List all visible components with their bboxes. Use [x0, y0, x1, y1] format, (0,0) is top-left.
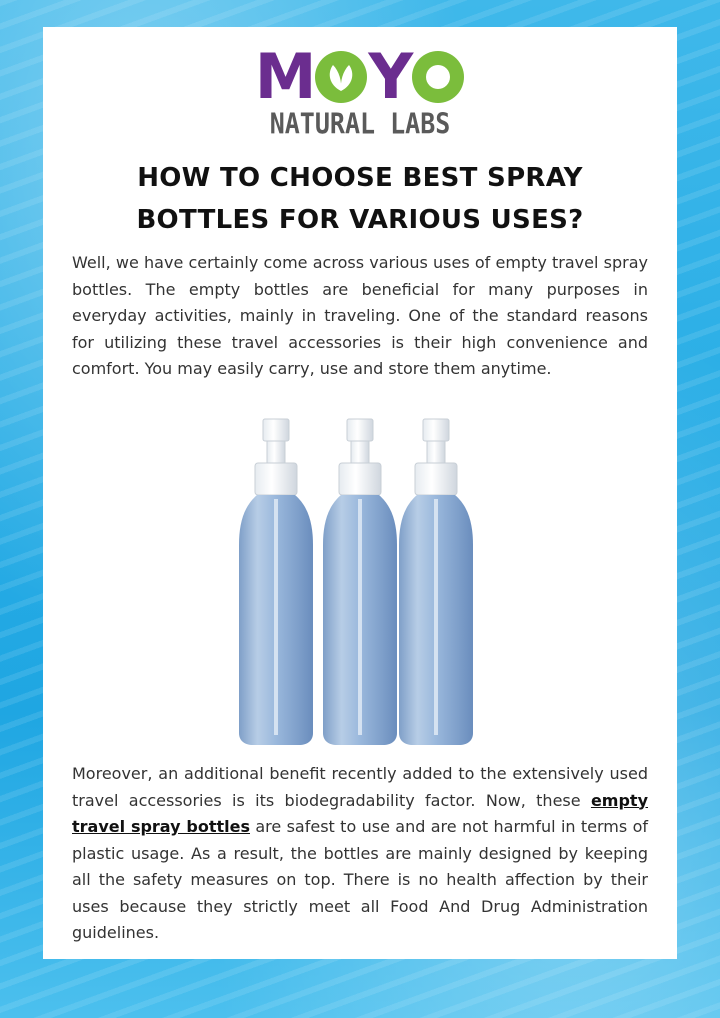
- page-title: [83, 157, 637, 241]
- content-card: [43, 27, 677, 959]
- logo-wordmark: [254, 40, 466, 113]
- logo-letter-y: Y: [368, 40, 412, 113]
- title-line-1: HOW TO CHOOSE BEST SPRAY: [137, 163, 583, 193]
- bottle-1: [239, 419, 313, 745]
- empty-travel-spray-bottles-link[interactable]: empty travel spray bottles: [72, 790, 648, 836]
- bottle-2: [323, 419, 397, 745]
- logo-subtitle: NATURAL LABS: [269, 106, 451, 141]
- brand-logo: [43, 40, 677, 141]
- title-line-2: BOTTLES FOR VARIOUS USES?: [136, 205, 584, 235]
- benefits-paragraph: [72, 761, 648, 947]
- intro-paragraph: Well, we have certainly come across various uses of empty travel spray bottles. The empty bottles are beneficial for many purposes in everyday activities, mainly in traveling. One of the standard reasons for utilizing these travel accessories is their high convenience and comfort. You may easily carry, use and store them anytime.: [72, 253, 648, 378]
- benefits-text-after: are safest to use and are not harmful in terms of plastic usage. As a result, the bottles are mainly designed by keeping all the safety measures on top. There is no health affection by their uses because they strictly meet all Food And Drug Administration guidelines.: [72, 817, 649, 942]
- ring-icon: [412, 51, 464, 103]
- bottle-3: [399, 419, 473, 745]
- logo-letter-m: M: [254, 40, 315, 113]
- spray-bottles-image: [233, 415, 493, 750]
- leaf-icon: [315, 51, 367, 103]
- benefits-text-before: Moreover, an additional benefit recently added to the extensively used travel accessories is its biodegradability factor. Now, these: [72, 764, 648, 810]
